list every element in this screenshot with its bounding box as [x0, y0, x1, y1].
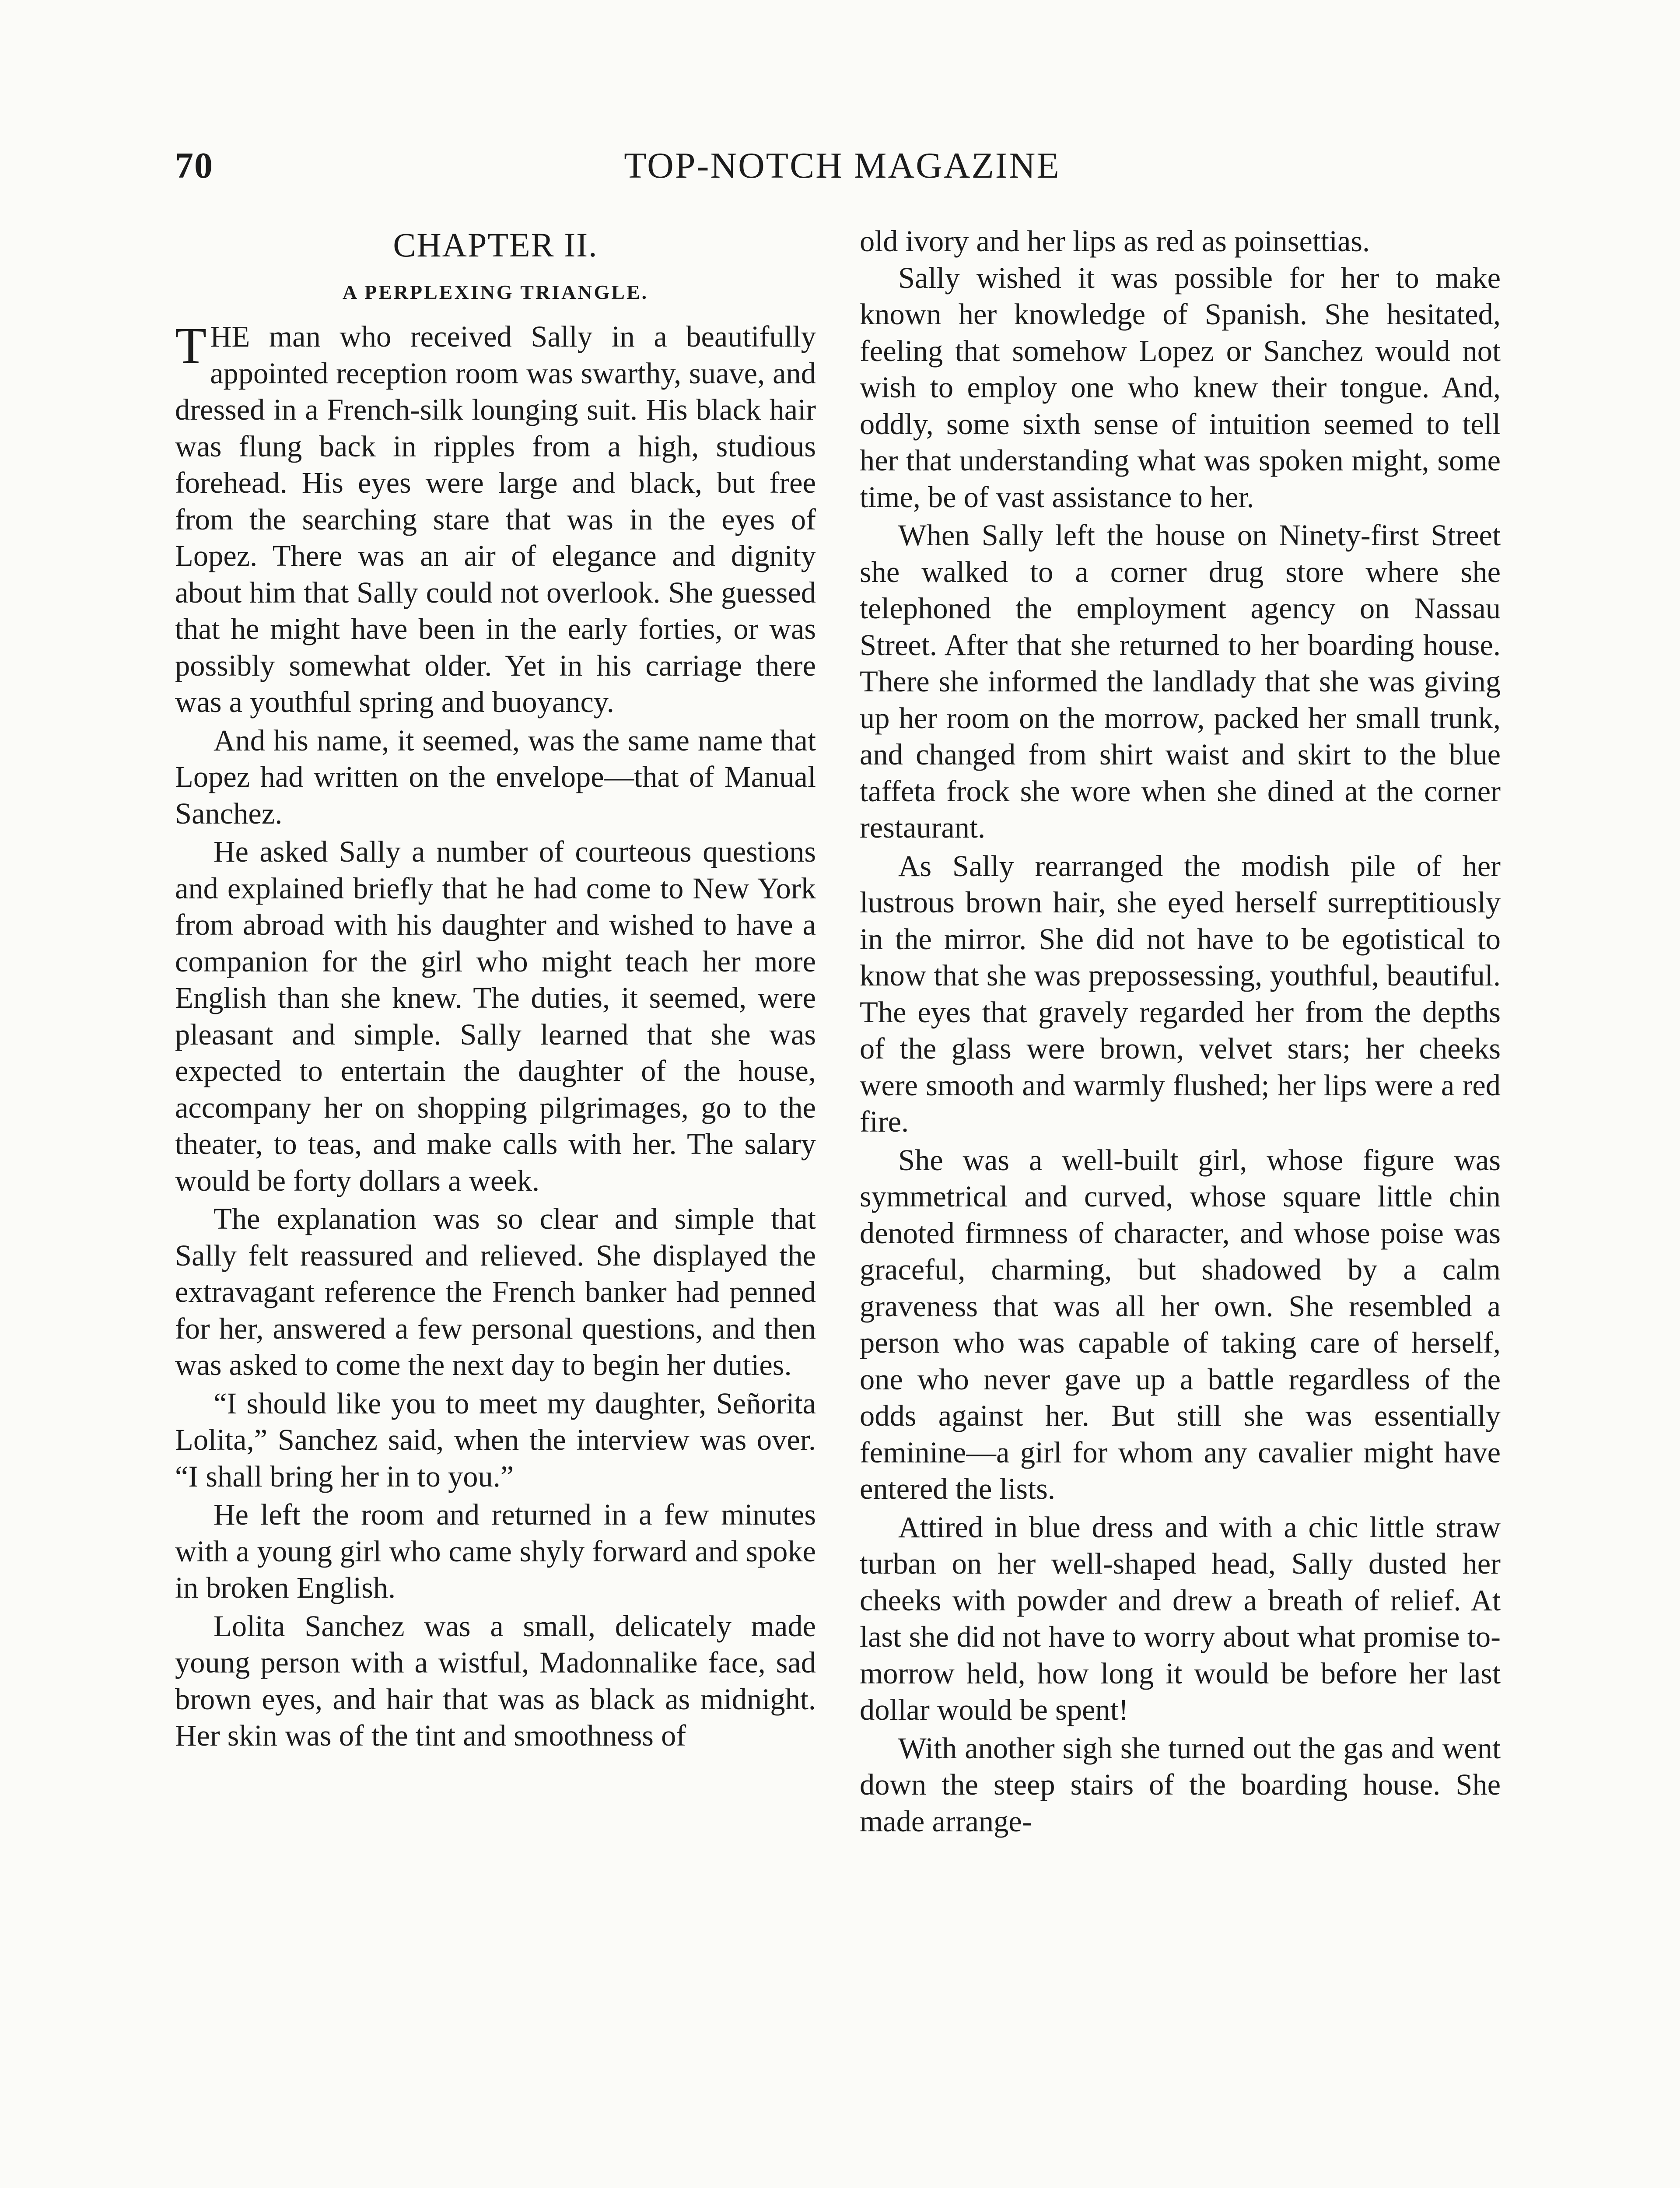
paragraph: “I should like you to meet my daughter, Señorita Lolita,” Sanchez said, when the interview was over. “I shall bring her in to you.”	[175, 1386, 816, 1493]
left-column	[175, 223, 816, 1754]
paragraph: He asked Sally a number of courteous questions and explained briefly that he had come to New York from abroad with his daughter and wished to have a companion for the girl who might teach her more English than she knew. The duties, it seemed, were pleasant and simple. Sally learned that she was expected to entertain the daughter of the house, accompany her on shopping pilgrimages, go to the theater, to teas, and make calls with her. The salary would be forty dollars a week.	[175, 835, 816, 1197]
paragraph	[175, 319, 816, 721]
running-head: TOP-NOTCH MAGAZINE	[624, 145, 1060, 186]
paragraph: She was a well-built girl, whose figure was symmetrical and curved, whose square little chin denoted firmness of character, and whose poise was graceful, charming, but shadowed by a calm graveness that was all her own. She resembled a person who was capable of taking care of herself, one who never gave up a battle regardless of the odds against her. But still she was essentially feminine—a girl for whom any cavalier might have entered the lists.	[860, 1143, 1501, 1505]
page-number: 70	[175, 145, 214, 186]
chapter-title: CHAPTER II.	[393, 226, 598, 264]
paragraph: And his name, it seemed, was the same name that Lopez had written on the envelope—that of Manual Sanchez.	[175, 723, 816, 830]
paragraph: Sally wished it was possible for her to make known her knowledge of Spanish. She hesitated, feeling that somehow Lopez or Sanchez would not wish to employ one who knew their tongue. And, oddly, some sixth sense of intuition seemed to tell her that understanding what was spoken might, some time, be of vast assistance to her.	[860, 261, 1501, 514]
paragraph: As Sally rearranged the modish pile of her lustrous brown hair, she eyed herself surreptitiously in the mirror. She did not have to be egotistical to know that she was prepossessing, youthful, beautiful. The eyes that gravely regarded her from the depths of the glass were brown, velvet stars; her cheeks were smooth and warmly flushed; her lips were a red fire.	[860, 849, 1501, 1138]
right-column	[860, 223, 1501, 1840]
paragraph: The explanation was so clear and simple that Sally felt reassured and relieved. She displayed the extravagant reference the French banker had penned for her, answered a few personal questions, and then was asked to come the next day to begin her duties.	[175, 1202, 816, 1382]
paragraph-text: HE man who received Sally in a beautifully appointed reception room was swarthy, suave, and dressed in a French-silk lounging suit. His black hair was flung back in ripples from a high, studious forehead. His eyes were large and black, but free from the searching stare that was in the eyes of Lopez. There was an air of elegance and dignity about him that Sally could not overlook. She guessed that he might have been in the early forties, or was possibly somewhat older. Yet in his carriage there was a youthful spring and buoyancy.	[175, 320, 816, 719]
paragraph: With another sigh she turned out the gas and went down the steep stairs of the boarding house. She made arrange-	[860, 1731, 1501, 1838]
paragraph: He left the room and returned in a few minutes with a young girl who came shyly forward and spoke in broken English.	[175, 1498, 816, 1604]
drop-cap: T	[175, 317, 207, 374]
chapter-subtitle: A PERPLEXING TRIANGLE.	[342, 281, 649, 303]
paragraph: Attired in blue dress and with a chic little straw turban on her well-shaped head, Sally dusted her cheeks with powder and drew a breath of relief. At last she did not have to worry about what promise to-morrow held, how long it would be before her last dollar would be spent!	[860, 1510, 1501, 1726]
paragraph: When Sally left the house on Ninety-first Street she walked to a corner drug store where she telephoned the employment agency on Nassau Street. After that she returned to her boarding house. There she informed the landlady that she was giving up her room on the morrow, packed her small trunk, and changed from shirt waist and skirt to the blue taffeta frock she wore when she dined at the corner restaurant.	[860, 519, 1501, 844]
paragraph: Lolita Sanchez was a small, delicately made young person with a wistful, Madonnalike face, sad brown eyes, and hair that was as black as midnight. Her skin was of the tint and smoothness of	[175, 1609, 816, 1752]
page-header	[175, 144, 1509, 197]
paragraph-continuation: old ivory and her lips as red as poinsettias.	[860, 224, 1370, 258]
